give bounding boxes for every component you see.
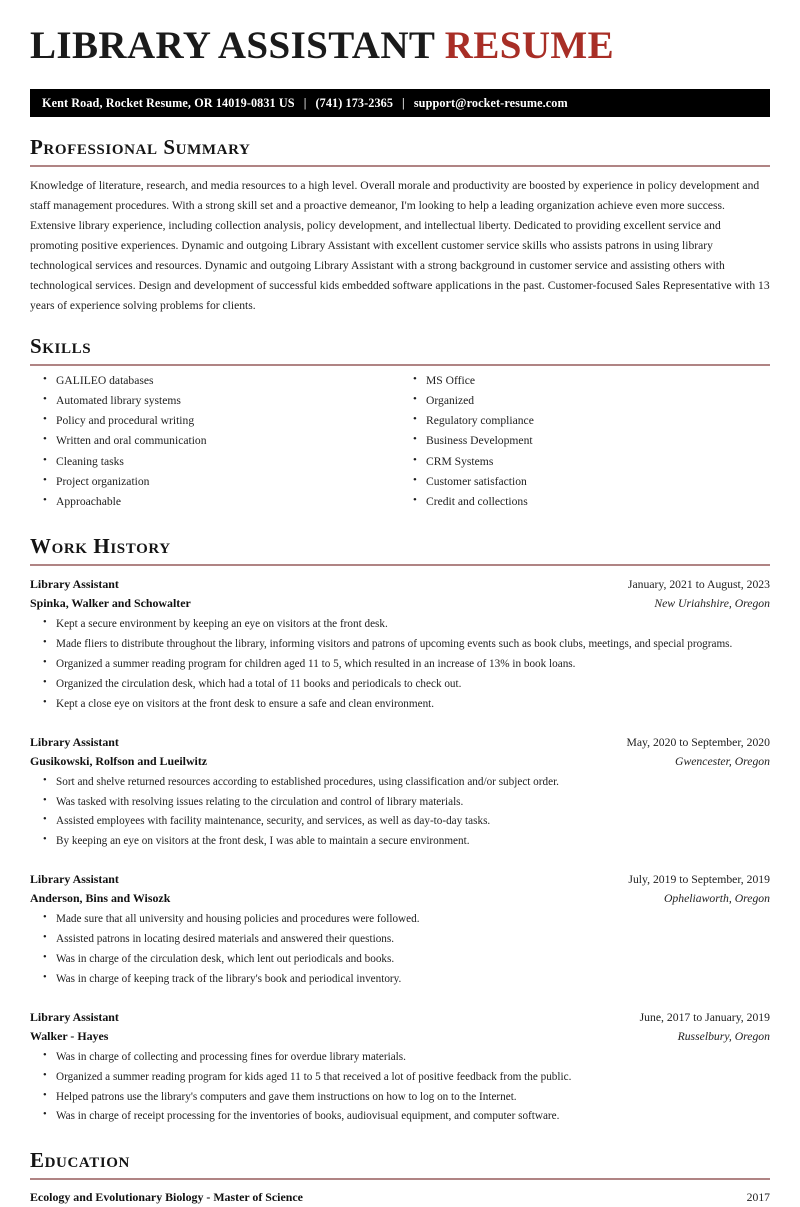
contact-email[interactable]: support@rocket-resume.com bbox=[413, 95, 568, 110]
job-dates: July, 2019 to September, 2019 bbox=[628, 873, 770, 887]
job-subheader-row bbox=[30, 752, 770, 771]
list-item: • Was tasked with resolving issues relating to the circulation and control of library materials. bbox=[56, 796, 770, 816]
job-dates: June, 2017 to January, 2019 bbox=[639, 1010, 770, 1024]
list-item: • Assisted patrons in locating desired materials and answered their questions. bbox=[56, 933, 770, 953]
education-degree: Ecology and Evolutionary Biology - Master of Science bbox=[30, 1190, 303, 1205]
section-divider-work-history bbox=[30, 564, 770, 566]
job-header-row bbox=[30, 1008, 770, 1027]
job-subheader-row bbox=[30, 1027, 770, 1046]
job-location: Opheliaworth, Oregon bbox=[663, 892, 770, 906]
job-bullet-list bbox=[30, 776, 770, 855]
list-item: • Automated library systems bbox=[56, 395, 400, 415]
list-item: • Assisted employees with facility maintenance, security, and services, as well as day-to-day tasks. bbox=[56, 815, 770, 835]
page-title-accent: RESUME bbox=[444, 24, 615, 67]
work-history-entry bbox=[30, 870, 770, 993]
contact-address: Kent Road, Rocket Resume, OR 14019-0831 US bbox=[42, 95, 295, 110]
job-bullet-list bbox=[30, 1051, 770, 1130]
list-item: • Was in charge of receipt processing for the inventories of books, audiovisual equipment, and computer software. bbox=[56, 1110, 770, 1130]
page-title-main: LIBRARY ASSISTANT bbox=[30, 24, 445, 67]
section-education bbox=[30, 1149, 770, 1207]
list-item: • Sort and shelve returned resources according to established procedures, using classification and/or subject order. bbox=[56, 776, 770, 796]
list-item: • MS Office bbox=[426, 375, 770, 395]
job-company: Anderson, Bins and Wisozk bbox=[30, 891, 171, 906]
contact-separator-2: | bbox=[402, 95, 405, 110]
job-location: Gwencester, Oregon bbox=[675, 754, 770, 768]
list-item: • Was in charge of collecting and processing fines for overdue library materials. bbox=[56, 1051, 770, 1071]
list-item: • Cleaning tasks bbox=[56, 456, 400, 476]
education-year: 2017 bbox=[746, 1191, 770, 1205]
job-bullet-list bbox=[30, 618, 770, 717]
skills-column-right bbox=[400, 375, 770, 516]
education-entry bbox=[30, 1189, 770, 1207]
list-item: • Written and oral communication bbox=[56, 435, 400, 455]
job-header-row bbox=[30, 870, 770, 889]
work-history-entry bbox=[30, 1008, 770, 1131]
section-professional-summary bbox=[30, 136, 770, 316]
job-title: Library Assistant bbox=[30, 734, 119, 749]
list-item: • Regulatory compliance bbox=[426, 415, 770, 435]
skills-column-left bbox=[30, 375, 400, 516]
contact-phone[interactable]: (741) 173-2365 bbox=[315, 95, 394, 110]
list-item: • Policy and procedural writing bbox=[56, 415, 400, 435]
list-item: • Business Development bbox=[426, 435, 770, 455]
section-title-education: Education bbox=[30, 1148, 130, 1173]
job-title: Library Assistant bbox=[30, 872, 119, 887]
job-location: Russelbury, Oregon bbox=[677, 1029, 770, 1043]
list-item: • By keeping an eye on visitors at the front desk, I was able to maintain a secure environment. bbox=[56, 835, 770, 855]
section-title-professional-summary: Professional Summary bbox=[30, 135, 251, 159]
section-title-work-history: Work History bbox=[30, 534, 171, 559]
list-item: • GALILEO databases bbox=[56, 375, 400, 395]
job-title: Library Assistant bbox=[30, 577, 119, 592]
list-item: • Kept a close eye on visitors at the front desk to ensure a safe and clean environment. bbox=[56, 698, 770, 718]
section-work-history bbox=[30, 535, 770, 1130]
list-item: • Organized bbox=[426, 395, 770, 415]
job-bullet-list bbox=[30, 913, 770, 992]
list-item: • Organized a summer reading program for kids aged 11 to 5 that received a lot of positive feedback from the public. bbox=[56, 1071, 770, 1091]
list-item: • Organized the circulation desk, which had a total of 11 books and periodicals to check out. bbox=[56, 678, 770, 698]
section-divider-education bbox=[30, 1178, 770, 1180]
skills-columns bbox=[30, 375, 770, 516]
list-item: • Organized a summer reading program for children aged 11 to 5, which resulted in an increase of 13% in book loans. bbox=[56, 658, 770, 678]
section-title-skills: Skills bbox=[30, 333, 92, 358]
list-item: • Helped patrons use the library's computers and gave them instructions on how to log on to the Internet. bbox=[56, 1091, 770, 1111]
job-header-row bbox=[30, 733, 770, 752]
list-item: • Made sure that all university and housing policies and procedures were followed. bbox=[56, 913, 770, 933]
job-title: Library Assistant bbox=[30, 1009, 119, 1024]
section-divider-skills bbox=[30, 364, 770, 366]
list-item: • CRM Systems bbox=[426, 456, 770, 476]
list-item: • Project organization bbox=[56, 476, 400, 496]
job-header-row bbox=[30, 575, 770, 594]
skills-list-left bbox=[30, 375, 400, 516]
professional-summary-text: Knowledge of literature, research, and media resources to a high level. Overall morale and productivity are boosted by experience in policy development and staff management procedures. With a strong skill set and a proactive demeanor, I'm looking to help a leading organization achieve even more success. Extensive library experience, including collection analysis, policy development, and intellectual liberty. Dedicated to providing excellent service and promoting positive experiences. Dynamic and outgoing Library Assistant with excellent customer service skills who assists patrons in using library technological services and resources. Dynamic and outgoing Library Assistant with a strong background in customer service and assisting others with technological services. Design and development of successful kids embedded software applications in the past. Customer-focused Sales Representative with 13 years of experience solving problems for clients. bbox=[30, 179, 770, 312]
list-item: • Was in charge of the circulation desk, which lent out periodicals and books. bbox=[56, 953, 770, 973]
work-history-entry bbox=[30, 733, 770, 856]
list-item: • Customer satisfaction bbox=[426, 476, 770, 496]
job-subheader-row bbox=[30, 889, 770, 908]
list-item: • Made fliers to distribute throughout the library, informing visitors and patrons of upcoming events such as book clubs, meetings, and special programs. bbox=[56, 638, 770, 658]
contact-separator-1: | bbox=[303, 95, 307, 110]
section-skills bbox=[30, 335, 770, 516]
section-divider-professional-summary bbox=[30, 165, 770, 167]
work-history-entry bbox=[30, 575, 770, 717]
contact-bar-inner bbox=[42, 96, 568, 111]
list-item: • Was in charge of keeping track of the library's book and periodical inventory. bbox=[56, 973, 770, 993]
skills-list-right bbox=[400, 375, 770, 516]
job-dates: January, 2021 to August, 2023 bbox=[627, 578, 770, 592]
job-dates: May, 2020 to September, 2020 bbox=[626, 735, 770, 749]
job-subheader-row bbox=[30, 594, 770, 613]
job-company: Walker - Hayes bbox=[30, 1028, 109, 1043]
contact-bar bbox=[30, 89, 770, 117]
job-location: New Uriahshire, Oregon bbox=[654, 597, 770, 611]
list-item: • Kept a secure environment by keeping an eye on visitors at the front desk. bbox=[56, 618, 770, 638]
job-company: Spinka, Walker and Schowalter bbox=[30, 596, 191, 611]
list-item: • Approachable bbox=[56, 496, 400, 516]
page-title bbox=[30, 0, 770, 65]
job-company: Gusikowski, Rolfson and Lueilwitz bbox=[30, 753, 208, 768]
list-item: • Credit and collections bbox=[426, 496, 770, 516]
